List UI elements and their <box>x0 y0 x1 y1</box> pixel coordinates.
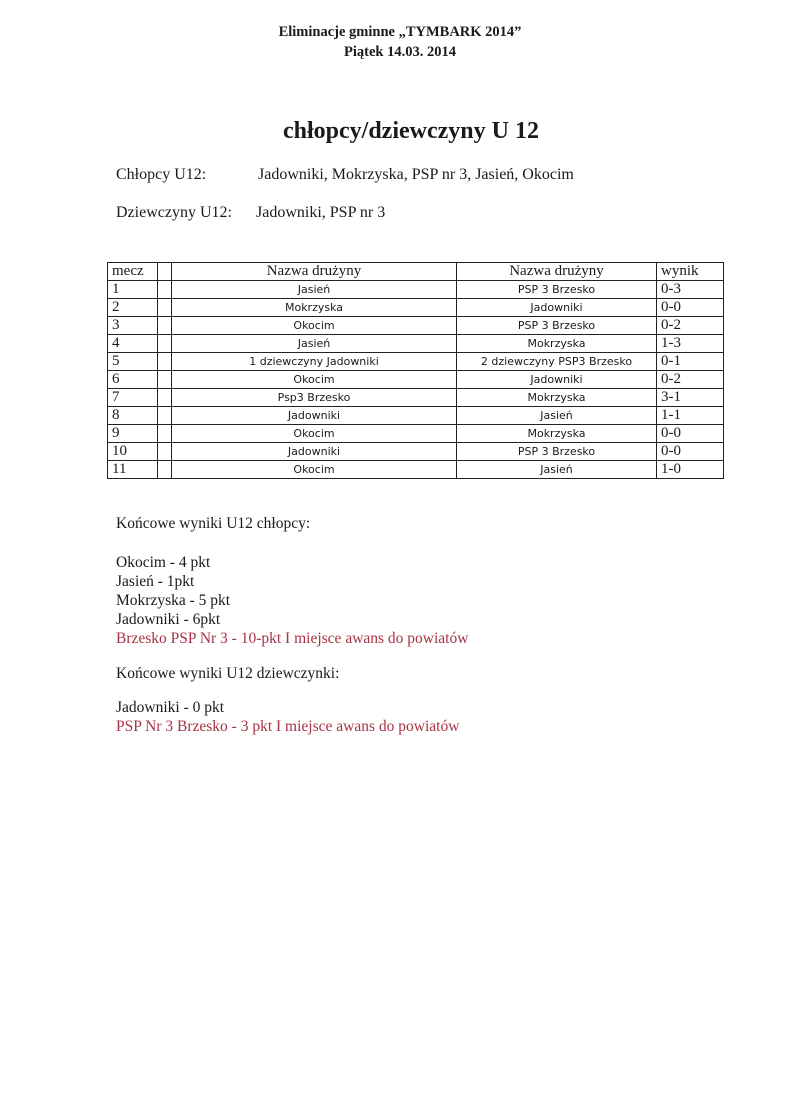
team1-cell: Mokrzyska <box>172 299 457 317</box>
row-spacer <box>158 371 172 389</box>
header-team2: Nazwa drużyny <box>457 263 657 281</box>
team2-cell: Jadowniki <box>457 371 657 389</box>
table-row <box>108 425 724 443</box>
score-cell: 1-0 <box>657 461 724 479</box>
table-row <box>108 461 724 479</box>
team1-cell: Jasień <box>172 281 457 299</box>
boys-results-heading: Końcowe wyniki U12 chłopcy: <box>116 515 311 532</box>
team2-cell: PSP 3 Brzesko <box>457 443 657 461</box>
match-number: 9 <box>108 425 158 443</box>
boys-teams-value: Jadowniki, Mokrzyska, PSP nr 3, Jasień, Okocim <box>258 166 574 183</box>
boys-winner: Brzesko PSP Nr 3 - 10-pkt I miejsce awans do powiatów <box>116 630 469 647</box>
list-item: Jadowniki - 0 pkt <box>116 699 225 716</box>
team2-cell: Jasień <box>457 461 657 479</box>
list-item: Jasień - 1pkt <box>116 573 195 590</box>
girls-teams-label: Dziewczyny U12: <box>116 204 232 221</box>
table-row <box>108 335 724 353</box>
score-cell: 3-1 <box>657 389 724 407</box>
team2-cell: PSP 3 Brzesko <box>457 317 657 335</box>
score-cell: 0-0 <box>657 443 724 461</box>
team2-cell: Mokrzyska <box>457 425 657 443</box>
row-spacer <box>158 461 172 479</box>
match-number: 7 <box>108 389 158 407</box>
team2-cell: Mokrzyska <box>457 335 657 353</box>
header-score: wynik <box>657 263 724 281</box>
row-spacer <box>158 425 172 443</box>
table-row <box>108 371 724 389</box>
table-row <box>108 281 724 299</box>
boys-teams-row <box>116 166 574 184</box>
boys-teams-label: Chłopcy U12: <box>116 166 207 183</box>
table-row <box>108 317 724 335</box>
header-spacer <box>158 263 172 281</box>
match-number: 2 <box>108 299 158 317</box>
girls-teams-value: Jadowniki, PSP nr 3 <box>256 204 386 221</box>
table-header-row <box>108 263 724 281</box>
team1-cell: Okocim <box>172 317 457 335</box>
match-number: 6 <box>108 371 158 389</box>
row-spacer <box>158 281 172 299</box>
list-item: Mokrzyska - 5 pkt <box>116 592 231 609</box>
table-row <box>108 353 724 371</box>
score-cell: 1-1 <box>657 407 724 425</box>
table-row <box>108 389 724 407</box>
team1-cell: Okocim <box>172 461 457 479</box>
team2-cell: 2 dziewczyny PSP3 Brzesko <box>457 353 657 371</box>
header-team1: Nazwa drużyny <box>172 263 457 281</box>
team2-cell: PSP 3 Brzesko <box>457 281 657 299</box>
match-number: 10 <box>108 443 158 461</box>
row-spacer <box>158 443 172 461</box>
table-row <box>108 407 724 425</box>
match-number: 4 <box>108 335 158 353</box>
match-number: 8 <box>108 407 158 425</box>
match-number: 3 <box>108 317 158 335</box>
row-spacer <box>158 407 172 425</box>
match-number: 5 <box>108 353 158 371</box>
team2-cell: Jasień <box>457 407 657 425</box>
team1-cell: 1 dziewczyny Jadowniki <box>172 353 457 371</box>
team1-cell: Okocim <box>172 425 457 443</box>
score-cell: 0-2 <box>657 317 724 335</box>
row-spacer <box>158 353 172 371</box>
girls-teams-row <box>116 204 386 222</box>
score-cell: 0-0 <box>657 299 724 317</box>
row-spacer <box>158 299 172 317</box>
team2-cell: Jadowniki <box>457 299 657 317</box>
team1-cell: Jadowniki <box>172 443 457 461</box>
match-number: 11 <box>108 461 158 479</box>
match-number: 1 <box>108 281 158 299</box>
row-spacer <box>158 317 172 335</box>
team2-cell: Mokrzyska <box>457 389 657 407</box>
header-event-title: Eliminacje gminne „TYMBARK 2014” <box>278 24 522 40</box>
team1-cell: Okocim <box>172 371 457 389</box>
list-item: Okocim - 4 pkt <box>116 554 211 571</box>
score-cell: 0-1 <box>657 353 724 371</box>
girls-results-heading: Końcowe wyniki U12 dziewczynki: <box>116 665 340 682</box>
boys-results-list <box>116 553 468 648</box>
score-cell: 0-0 <box>657 425 724 443</box>
header-date: Piątek 14.03. 2014 <box>344 44 456 60</box>
table-row <box>108 443 724 461</box>
table-row <box>108 299 724 317</box>
list-item: Jadowniki - 6pkt <box>116 611 221 628</box>
row-spacer <box>158 335 172 353</box>
team1-cell: Psp3 Brzesko <box>172 389 457 407</box>
page-title: chłopcy/dziewczyny U 12 <box>283 118 539 144</box>
team1-cell: Jasień <box>172 335 457 353</box>
header-match: mecz <box>108 263 158 281</box>
score-cell: 0-2 <box>657 371 724 389</box>
score-cell: 1-3 <box>657 335 724 353</box>
girls-results-list <box>116 698 459 736</box>
girls-winner: PSP Nr 3 Brzesko - 3 pkt I miejsce awans do powiatów <box>116 718 460 735</box>
score-cell: 0-3 <box>657 281 724 299</box>
team1-cell: Jadowniki <box>172 407 457 425</box>
row-spacer <box>158 389 172 407</box>
matches-table <box>107 262 724 479</box>
